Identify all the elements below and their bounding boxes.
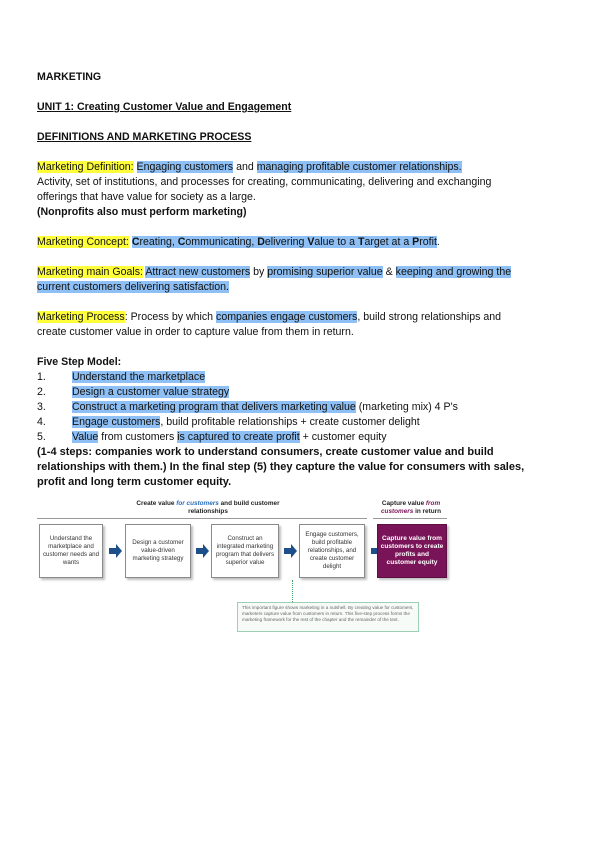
list-item: 5. Value from customers is captured to create profit + customer equity <box>37 431 387 443</box>
definition-and: and <box>236 161 254 173</box>
concept-line: Marketing Concept: Creating, Communicating, Delivering Value to a Target at a Profit. <box>37 236 440 248</box>
step-box-design: Design a customer value-driven marketing strategy <box>125 524 191 578</box>
step-box-understand: Understand the marketplace and customer needs and wants <box>39 524 103 578</box>
create-value-bracket <box>37 518 367 519</box>
definition-part2: managing profitable customer relationships. <box>256 161 462 173</box>
process-label: Marketing Process <box>37 311 125 323</box>
unit-heading: UNIT 1: Creating Customer Value and Engagement <box>37 101 292 113</box>
arrow-right-icon <box>283 544 297 558</box>
step-box-capture: Capture value from customers to create profits and customer equity <box>377 524 447 578</box>
list-item: 3. Construct a marketing program that delivers marketing value (marketing mix) 4 P's <box>37 401 458 413</box>
arrow-right-icon <box>108 544 122 558</box>
list-item: 4. Engage customers, build profitable relationships + create customer delight <box>37 416 420 428</box>
list-item: 2. Design a customer value strategy <box>37 386 230 398</box>
definition-label: Marketing Definition: <box>37 161 134 173</box>
list-item: 1. Understand the marketplace <box>37 371 206 383</box>
capture-value-bracket <box>373 518 447 519</box>
five-step-list <box>37 370 527 445</box>
section-heading: DEFINITIONS AND MARKETING PROCESS <box>37 131 252 143</box>
marketing-process-figure <box>37 498 497 638</box>
capture-value-heading: Capture value from customers in return <box>380 500 442 515</box>
definition-part1: Engaging customers <box>136 161 234 173</box>
five-step-summary: (1-4 steps: companies work to understand consumers, create customer value and build relationships with them.) In the final step (5) they capture the value for consumers with sales, profit and long term customer equity. <box>37 446 525 488</box>
goals-line: Marketing main Goals: Attract new customers by promising superior value & keeping and growing the current customers delivering satisfaction. <box>37 266 512 293</box>
goal-promise: promising superior value <box>267 266 383 278</box>
step-box-construct: Construct an integrated marketing program that delivers superior value <box>211 524 279 578</box>
concept-text: Creating, Communicating, Delivering Value to a Target at a Profit <box>131 236 437 248</box>
create-value-heading: Create value for customers and build customer relationships <box>136 500 280 515</box>
definition-line <box>37 160 527 175</box>
figure-note: This important figure shows marketing in a nutshell. By creating value for customers, marketers capture value from customers in return. This five-step process forms the marketing framework for the rest of the chapter and the remainder of the text. <box>237 602 419 632</box>
arrow-right-icon <box>195 544 209 558</box>
goal-keep: keeping and growing the current customers delivering satisfaction. <box>37 266 512 293</box>
note-leader-line <box>292 580 294 602</box>
definition-body: Activity, set of institutions, and processes for creating, communicating, delivering and exchanging offerings that have value for society as a large. <box>37 176 492 203</box>
goals-label: Marketing main Goals: <box>37 266 143 278</box>
process-line: Marketing Process: Process by which companies engage customers, build strong relationships and create customer value in order to capture value from them in return. <box>37 311 502 338</box>
doc-title: MARKETING <box>37 71 102 83</box>
five-step-heading: Five Step Model: <box>37 356 122 368</box>
document-body <box>37 70 527 490</box>
concept-label: Marketing Concept: <box>37 236 129 248</box>
step-box-engage: Engage customers, build profitable relationships, and create customer delight <box>299 524 365 578</box>
goal-attract: Attract new customers <box>145 266 251 278</box>
process-highlight: companies engage customers <box>216 311 358 323</box>
definition-note: (Nonprofits also must perform marketing) <box>37 206 247 218</box>
